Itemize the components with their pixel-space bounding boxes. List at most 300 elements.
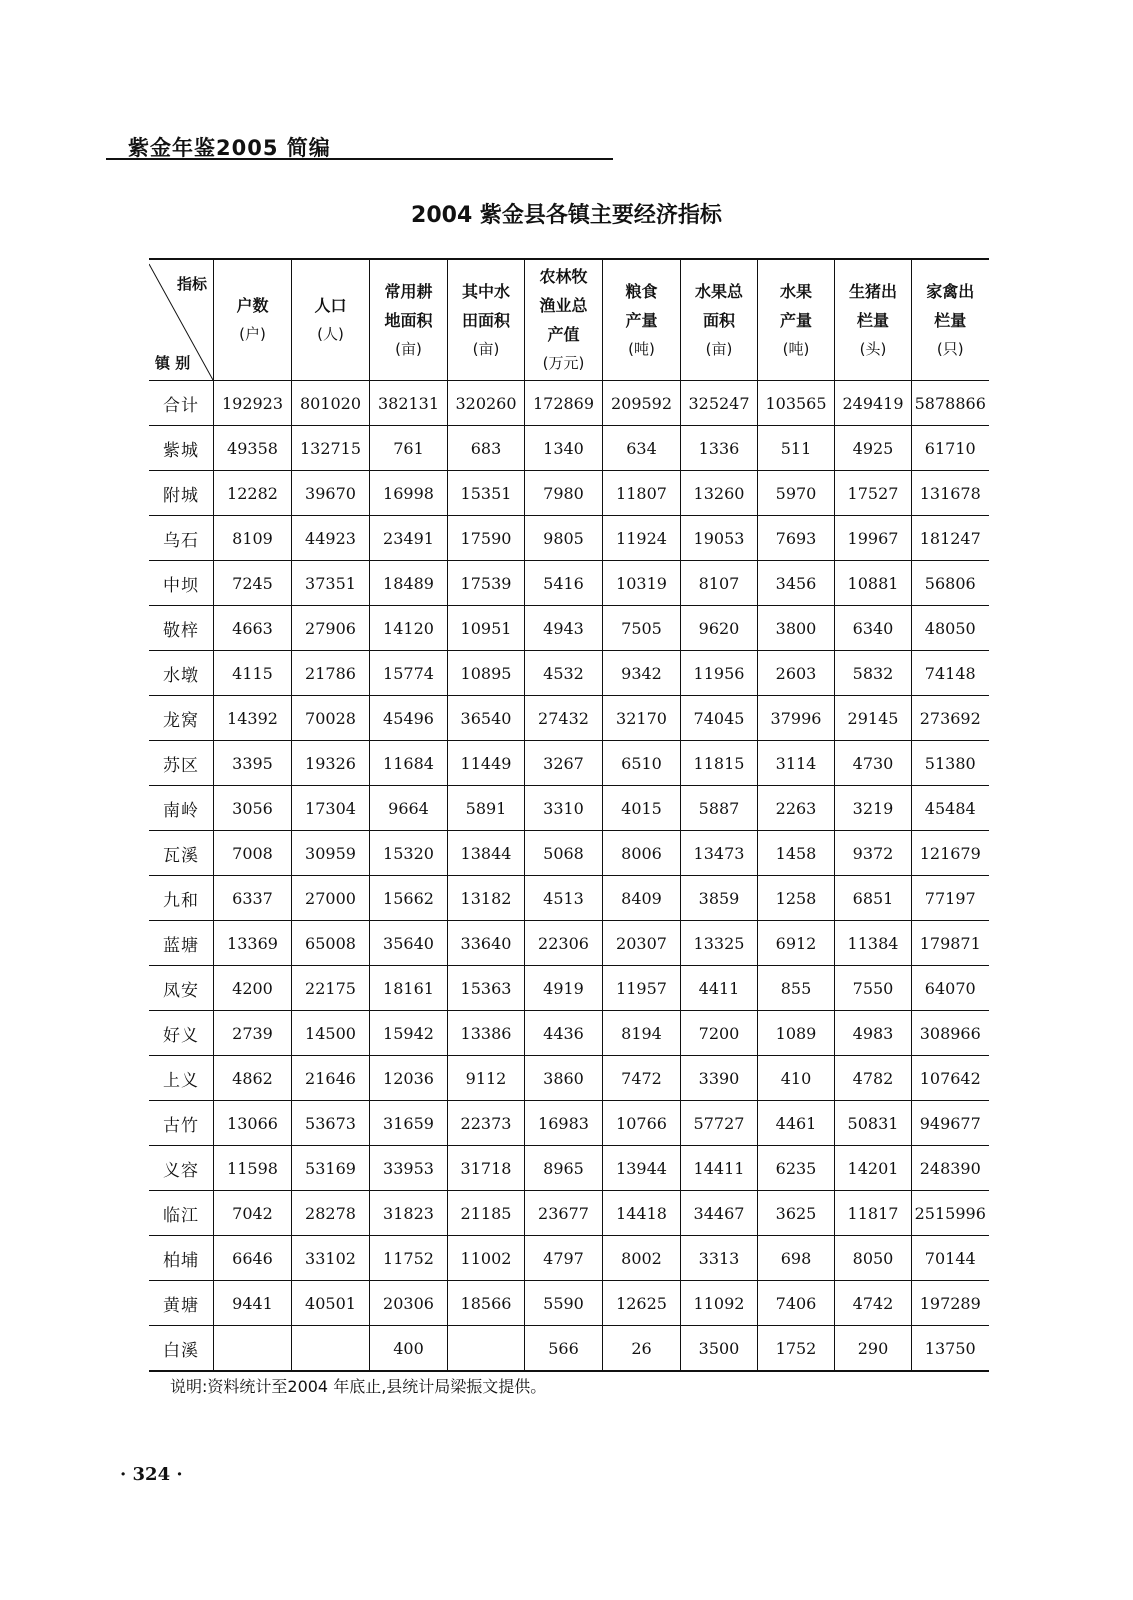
value-cell: 11092 [681, 1281, 758, 1326]
value-cell: 3390 [681, 1056, 758, 1101]
value-cell: 37996 [758, 696, 835, 741]
value-cell [292, 1326, 370, 1372]
table-row [149, 1191, 989, 1236]
value-cell: 248390 [912, 1146, 989, 1191]
column-header-label: 水果总 面积 [694, 281, 743, 330]
value-cell: 53673 [292, 1101, 370, 1146]
value-cell: 19967 [835, 516, 912, 561]
value-cell: 33953 [370, 1146, 448, 1191]
value-cell: 9441 [214, 1281, 292, 1326]
table-row [149, 471, 989, 516]
value-cell: 33640 [448, 921, 525, 966]
table-row [149, 651, 989, 696]
value-cell: 6337 [214, 876, 292, 921]
value-cell: 13369 [214, 921, 292, 966]
value-cell: 7245 [214, 561, 292, 606]
value-cell: 308966 [912, 1011, 989, 1056]
column-header-unit: (户) [239, 325, 266, 343]
value-cell: 31659 [370, 1101, 448, 1146]
table-row [149, 1056, 989, 1101]
table-row [149, 741, 989, 786]
value-cell: 801020 [292, 381, 370, 426]
value-cell: 103565 [758, 381, 835, 426]
value-cell: 132715 [292, 426, 370, 471]
town-name-cell: 敬梓 [149, 606, 214, 651]
value-cell: 7693 [758, 516, 835, 561]
column-header [835, 259, 912, 381]
town-name-cell: 白溪 [149, 1326, 214, 1372]
value-cell: 131678 [912, 471, 989, 516]
table-row [149, 426, 989, 471]
value-cell: 410 [758, 1056, 835, 1101]
table-row [149, 786, 989, 831]
value-cell: 249419 [835, 381, 912, 426]
value-cell: 6510 [603, 741, 681, 786]
value-cell: 11002 [448, 1236, 525, 1281]
town-name-cell: 中坝 [149, 561, 214, 606]
value-cell: 1340 [525, 426, 603, 471]
value-cell: 18161 [370, 966, 448, 1011]
column-header [370, 259, 448, 381]
value-cell: 11817 [835, 1191, 912, 1236]
value-cell: 11956 [681, 651, 758, 696]
value-cell: 4730 [835, 741, 912, 786]
value-cell: 5891 [448, 786, 525, 831]
town-name-cell: 古竹 [149, 1101, 214, 1146]
value-cell: 2739 [214, 1011, 292, 1056]
value-cell: 10881 [835, 561, 912, 606]
value-cell: 5416 [525, 561, 603, 606]
table-row [149, 966, 989, 1011]
value-cell: 13386 [448, 1011, 525, 1056]
value-cell: 22306 [525, 921, 603, 966]
column-header-label: 常用耕 地面积 [384, 281, 433, 330]
town-name-cell: 附城 [149, 471, 214, 516]
value-cell: 74148 [912, 651, 989, 696]
table-title: 2004 紫金县各镇主要经济指标 [411, 203, 722, 228]
value-cell: 4782 [835, 1056, 912, 1101]
value-cell: 634 [603, 426, 681, 471]
value-cell: 34467 [681, 1191, 758, 1236]
value-cell: 49358 [214, 426, 292, 471]
value-cell: 77197 [912, 876, 989, 921]
value-cell: 4411 [681, 966, 758, 1011]
value-cell: 27906 [292, 606, 370, 651]
value-cell: 13750 [912, 1326, 989, 1372]
value-cell: 36540 [448, 696, 525, 741]
value-cell: 40501 [292, 1281, 370, 1326]
column-header-label: 家禽出 栏量 [926, 281, 975, 330]
value-cell: 1089 [758, 1011, 835, 1056]
table-row [149, 1281, 989, 1326]
value-cell: 4436 [525, 1011, 603, 1056]
town-name-cell: 龙窝 [149, 696, 214, 741]
value-cell: 70144 [912, 1236, 989, 1281]
value-cell: 8002 [603, 1236, 681, 1281]
town-name-cell: 紫城 [149, 426, 214, 471]
value-cell: 2263 [758, 786, 835, 831]
value-cell: 209592 [603, 381, 681, 426]
table-row [149, 831, 989, 876]
value-cell: 3456 [758, 561, 835, 606]
value-cell: 3219 [835, 786, 912, 831]
value-cell: 949677 [912, 1101, 989, 1146]
value-cell: 1258 [758, 876, 835, 921]
value-cell: 19053 [681, 516, 758, 561]
value-cell: 14392 [214, 696, 292, 741]
value-cell: 1752 [758, 1326, 835, 1372]
value-cell: 13844 [448, 831, 525, 876]
value-cell: 3625 [758, 1191, 835, 1236]
value-cell: 4015 [603, 786, 681, 831]
value-cell: 855 [758, 966, 835, 1011]
column-header-unit: (吨) [628, 339, 655, 358]
value-cell: 8006 [603, 831, 681, 876]
value-cell: 10895 [448, 651, 525, 696]
table-row [149, 561, 989, 606]
value-cell: 6340 [835, 606, 912, 651]
value-cell: 16998 [370, 471, 448, 516]
value-cell: 5068 [525, 831, 603, 876]
value-cell: 7042 [214, 1191, 292, 1236]
value-cell: 9342 [603, 651, 681, 696]
town-name-cell: 水墩 [149, 651, 214, 696]
value-cell: 14418 [603, 1191, 681, 1236]
value-cell: 5970 [758, 471, 835, 516]
value-cell: 33102 [292, 1236, 370, 1281]
value-cell: 3056 [214, 786, 292, 831]
value-cell: 70028 [292, 696, 370, 741]
value-cell: 320260 [448, 381, 525, 426]
value-cell: 9112 [448, 1056, 525, 1101]
value-cell: 698 [758, 1236, 835, 1281]
value-cell: 9372 [835, 831, 912, 876]
value-cell: 15774 [370, 651, 448, 696]
column-header-label: 农林牧 渔业总 产值 [539, 267, 588, 344]
column-header-unit: (亩) [395, 339, 422, 358]
column-header-label: 其中水 田面积 [461, 281, 510, 330]
town-name-cell: 好义 [149, 1011, 214, 1056]
column-header [758, 259, 835, 381]
column-header [448, 259, 525, 381]
value-cell: 14120 [370, 606, 448, 651]
value-cell: 17590 [448, 516, 525, 561]
value-cell: 325247 [681, 381, 758, 426]
table-row [149, 1236, 989, 1281]
value-cell: 3313 [681, 1236, 758, 1281]
value-cell: 172869 [525, 381, 603, 426]
table-row [149, 381, 989, 426]
value-cell: 566 [525, 1326, 603, 1372]
value-cell: 14201 [835, 1146, 912, 1191]
value-cell: 21185 [448, 1191, 525, 1236]
column-header-unit: (万元) [542, 354, 585, 372]
value-cell: 192923 [214, 381, 292, 426]
value-cell: 6851 [835, 876, 912, 921]
value-cell: 27000 [292, 876, 370, 921]
value-cell: 20306 [370, 1281, 448, 1326]
value-cell: 2603 [758, 651, 835, 696]
value-cell: 511 [758, 426, 835, 471]
value-cell: 14500 [292, 1011, 370, 1056]
value-cell: 3267 [525, 741, 603, 786]
table-row [149, 1326, 989, 1372]
value-cell: 28278 [292, 1191, 370, 1236]
value-cell: 7406 [758, 1281, 835, 1326]
table-row [149, 1011, 989, 1056]
value-cell: 8409 [603, 876, 681, 921]
value-cell: 15320 [370, 831, 448, 876]
value-cell: 12625 [603, 1281, 681, 1326]
value-cell: 382131 [370, 381, 448, 426]
value-cell: 273692 [912, 696, 989, 741]
value-cell: 683 [448, 426, 525, 471]
column-header [525, 259, 603, 381]
value-cell: 8107 [681, 561, 758, 606]
value-cell: 22373 [448, 1101, 525, 1146]
book-header-title: 紫金年鉴2005 简编 [128, 136, 331, 160]
value-cell: 15351 [448, 471, 525, 516]
column-header [603, 259, 681, 381]
value-cell: 7980 [525, 471, 603, 516]
value-cell: 11598 [214, 1146, 292, 1191]
value-cell: 23491 [370, 516, 448, 561]
value-cell: 3500 [681, 1326, 758, 1372]
value-cell: 6646 [214, 1236, 292, 1281]
value-cell: 6235 [758, 1146, 835, 1191]
value-cell: 1458 [758, 831, 835, 876]
value-cell: 74045 [681, 696, 758, 741]
value-cell: 21786 [292, 651, 370, 696]
town-name-cell: 义容 [149, 1146, 214, 1191]
column-header-label: 人口 [314, 296, 347, 315]
value-cell: 10319 [603, 561, 681, 606]
value-cell: 107642 [912, 1056, 989, 1101]
value-cell: 4200 [214, 966, 292, 1011]
town-name-cell: 柏埔 [149, 1236, 214, 1281]
column-header-label: 水果 产量 [779, 281, 812, 330]
value-cell: 13260 [681, 471, 758, 516]
value-cell: 39670 [292, 471, 370, 516]
value-cell: 31718 [448, 1146, 525, 1191]
value-cell: 121679 [912, 831, 989, 876]
value-cell: 37351 [292, 561, 370, 606]
value-cell: 181247 [912, 516, 989, 561]
town-name-cell: 蓝塘 [149, 921, 214, 966]
value-cell: 8965 [525, 1146, 603, 1191]
value-cell: 6912 [758, 921, 835, 966]
town-name-cell: 乌石 [149, 516, 214, 561]
value-cell: 65008 [292, 921, 370, 966]
town-name-cell: 黄塘 [149, 1281, 214, 1326]
value-cell: 13325 [681, 921, 758, 966]
corner-label-town: 镇 别 [155, 354, 191, 372]
value-cell: 57727 [681, 1101, 758, 1146]
value-cell: 7472 [603, 1056, 681, 1101]
value-cell: 4862 [214, 1056, 292, 1101]
value-cell: 15942 [370, 1011, 448, 1056]
value-cell: 53169 [292, 1146, 370, 1191]
table-row [149, 921, 989, 966]
table-row [149, 1101, 989, 1146]
value-cell: 30959 [292, 831, 370, 876]
value-cell: 13066 [214, 1101, 292, 1146]
column-header [292, 259, 370, 381]
value-cell: 14411 [681, 1146, 758, 1191]
value-cell: 11815 [681, 741, 758, 786]
value-cell: 3310 [525, 786, 603, 831]
value-cell: 5887 [681, 786, 758, 831]
town-name-cell: 南岭 [149, 786, 214, 831]
table-row [149, 1146, 989, 1191]
table-body [149, 381, 989, 1372]
column-header-label: 生猪出 栏量 [848, 281, 897, 330]
column-header-unit: (吨) [782, 339, 810, 358]
value-cell: 3859 [681, 876, 758, 921]
value-cell: 179871 [912, 921, 989, 966]
value-cell: 8050 [835, 1236, 912, 1281]
value-cell: 11684 [370, 741, 448, 786]
value-cell: 13944 [603, 1146, 681, 1191]
value-cell: 4115 [214, 651, 292, 696]
value-cell: 16983 [525, 1101, 603, 1146]
value-cell [448, 1326, 525, 1372]
value-cell: 15662 [370, 876, 448, 921]
value-cell: 26 [603, 1326, 681, 1372]
town-name-cell: 合计 [149, 381, 214, 426]
value-cell: 51380 [912, 741, 989, 786]
column-header-label: 户数 [236, 296, 269, 315]
value-cell: 56806 [912, 561, 989, 606]
column-header [681, 259, 758, 381]
page-number: · 324 · [120, 1464, 183, 1485]
value-cell: 29145 [835, 696, 912, 741]
value-cell: 4461 [758, 1101, 835, 1146]
value-cell: 35640 [370, 921, 448, 966]
value-cell: 45484 [912, 786, 989, 831]
column-header [912, 259, 989, 381]
value-cell: 1336 [681, 426, 758, 471]
value-cell: 7550 [835, 966, 912, 1011]
value-cell: 12282 [214, 471, 292, 516]
value-cell: 61710 [912, 426, 989, 471]
value-cell: 17527 [835, 471, 912, 516]
value-cell: 3800 [758, 606, 835, 651]
value-cell: 3114 [758, 741, 835, 786]
header-row [149, 259, 989, 381]
value-cell: 9620 [681, 606, 758, 651]
column-header-unit: (人) [317, 325, 344, 343]
value-cell: 4983 [835, 1011, 912, 1056]
value-cell: 45496 [370, 696, 448, 741]
column-header-unit: (亩) [472, 339, 500, 358]
town-name-cell: 临江 [149, 1191, 214, 1236]
column-header [214, 259, 292, 381]
town-name-cell: 苏区 [149, 741, 214, 786]
value-cell: 4663 [214, 606, 292, 651]
value-cell: 5878866 [912, 381, 989, 426]
value-cell: 4919 [525, 966, 603, 1011]
column-header-unit: (只) [936, 339, 964, 358]
corner-header-cell [149, 259, 214, 381]
value-cell: 23677 [525, 1191, 603, 1236]
table-row [149, 606, 989, 651]
economic-indicators-table [149, 258, 989, 1372]
value-cell: 21646 [292, 1056, 370, 1101]
value-cell: 64070 [912, 966, 989, 1011]
town-name-cell: 瓦溪 [149, 831, 214, 876]
value-cell: 17304 [292, 786, 370, 831]
value-cell: 13473 [681, 831, 758, 876]
value-cell: 13182 [448, 876, 525, 921]
value-cell [214, 1326, 292, 1372]
value-cell: 18489 [370, 561, 448, 606]
value-cell: 2515996 [912, 1191, 989, 1236]
value-cell: 4797 [525, 1236, 603, 1281]
value-cell: 4943 [525, 606, 603, 651]
value-cell: 11957 [603, 966, 681, 1011]
value-cell: 5590 [525, 1281, 603, 1326]
header-rule [106, 158, 613, 160]
value-cell: 50831 [835, 1101, 912, 1146]
town-name-cell: 上义 [149, 1056, 214, 1101]
value-cell: 11924 [603, 516, 681, 561]
value-cell: 3395 [214, 741, 292, 786]
table-row [149, 876, 989, 921]
value-cell: 11752 [370, 1236, 448, 1281]
value-cell: 197289 [912, 1281, 989, 1326]
value-cell: 4532 [525, 651, 603, 696]
value-cell: 290 [835, 1326, 912, 1372]
value-cell: 11807 [603, 471, 681, 516]
value-cell: 10766 [603, 1101, 681, 1146]
value-cell: 22175 [292, 966, 370, 1011]
value-cell: 5832 [835, 651, 912, 696]
value-cell: 20307 [603, 921, 681, 966]
value-cell: 32170 [603, 696, 681, 741]
column-header-unit: (亩) [705, 339, 733, 358]
value-cell: 4742 [835, 1281, 912, 1326]
value-cell: 11384 [835, 921, 912, 966]
value-cell: 7505 [603, 606, 681, 651]
value-cell: 44923 [292, 516, 370, 561]
value-cell: 7008 [214, 831, 292, 876]
town-name-cell: 九和 [149, 876, 214, 921]
value-cell: 3860 [525, 1056, 603, 1101]
value-cell: 7200 [681, 1011, 758, 1056]
table-row [149, 516, 989, 561]
column-header-label: 粮食 产量 [625, 281, 658, 330]
corner-label-indicator: 指标 [176, 275, 207, 293]
value-cell: 10951 [448, 606, 525, 651]
value-cell: 11449 [448, 741, 525, 786]
value-cell: 4925 [835, 426, 912, 471]
value-cell: 15363 [448, 966, 525, 1011]
value-cell: 12036 [370, 1056, 448, 1101]
value-cell: 31823 [370, 1191, 448, 1236]
value-cell: 48050 [912, 606, 989, 651]
value-cell: 400 [370, 1326, 448, 1372]
value-cell: 761 [370, 426, 448, 471]
town-name-cell: 凤安 [149, 966, 214, 1011]
value-cell: 9664 [370, 786, 448, 831]
value-cell: 18566 [448, 1281, 525, 1326]
table-note: 说明:资料统计至2004 年底止,县统计局梁振文提供。 [170, 1377, 547, 1396]
value-cell: 4513 [525, 876, 603, 921]
table-row [149, 696, 989, 741]
value-cell: 9805 [525, 516, 603, 561]
column-header-unit: (头) [859, 339, 887, 358]
